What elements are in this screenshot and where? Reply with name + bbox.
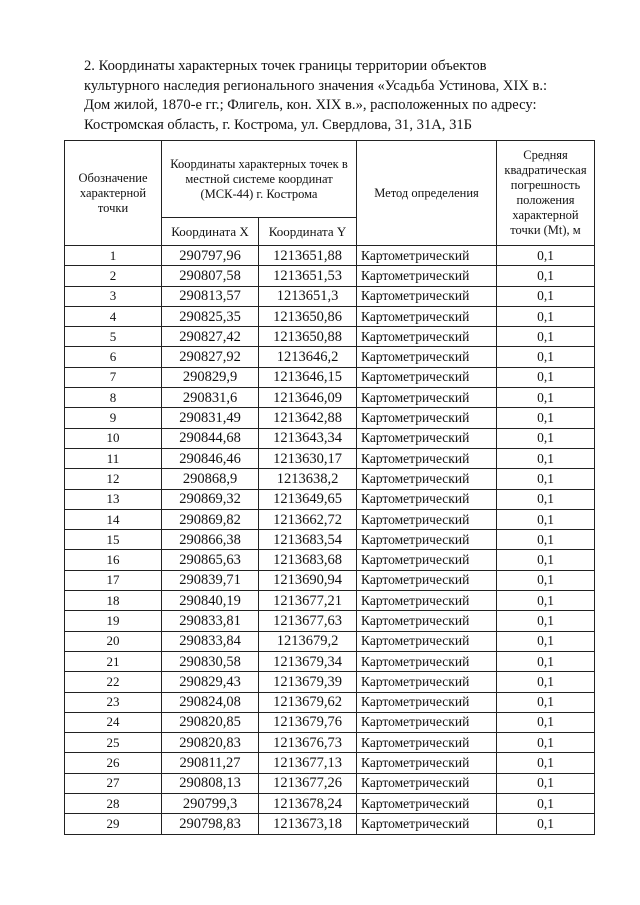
method-cell: Картометрический (357, 591, 497, 611)
header-y: Координата Y (259, 218, 357, 246)
table-body (65, 246, 595, 835)
error-cell: 0,1 (497, 550, 595, 570)
table-row (65, 408, 595, 428)
table-row (65, 814, 595, 834)
coord-x-cell: 290846,46 (162, 448, 259, 468)
coord-y-cell: 1213677,13 (259, 753, 357, 773)
coord-x-cell: 290807,58 (162, 266, 259, 286)
coord-y-cell: 1213646,09 (259, 388, 357, 408)
method-cell: Картометрический (357, 794, 497, 814)
header-error: Средняя квадратическая погрешность положения характерной точки (Mt), м (497, 141, 595, 246)
method-cell: Картометрический (357, 286, 497, 306)
coord-x-cell: 290869,82 (162, 509, 259, 529)
table-row (65, 367, 595, 387)
error-cell: 0,1 (497, 794, 595, 814)
header-point: Обозначение характерной точки (65, 141, 162, 246)
coord-y-cell: 1213673,18 (259, 814, 357, 834)
error-cell: 0,1 (497, 266, 595, 286)
table-row (65, 266, 595, 286)
method-cell: Картометрический (357, 489, 497, 509)
error-cell: 0,1 (497, 408, 595, 428)
coord-x-cell: 290839,71 (162, 570, 259, 590)
point-number-cell: 22 (65, 672, 162, 692)
method-cell: Картометрический (357, 448, 497, 468)
point-number-cell: 4 (65, 306, 162, 326)
point-number-cell: 25 (65, 733, 162, 753)
coord-y-cell: 1213646,15 (259, 367, 357, 387)
method-cell: Картометрический (357, 266, 497, 286)
coord-y-cell: 1213679,34 (259, 651, 357, 671)
table-row (65, 469, 595, 489)
point-number-cell: 24 (65, 712, 162, 732)
error-cell: 0,1 (497, 672, 595, 692)
point-number-cell: 27 (65, 773, 162, 793)
method-cell: Картометрический (357, 814, 497, 834)
table-row (65, 550, 595, 570)
error-cell: 0,1 (497, 570, 595, 590)
table-row (65, 347, 595, 367)
point-number-cell: 19 (65, 611, 162, 631)
point-number-cell: 20 (65, 631, 162, 651)
table-row (65, 306, 595, 326)
point-number-cell: 28 (65, 794, 162, 814)
coord-y-cell: 1213683,68 (259, 550, 357, 570)
section-heading (84, 57, 586, 135)
method-cell: Картометрический (357, 611, 497, 631)
point-number-cell: 16 (65, 550, 162, 570)
heading-line-4: Костромская область, г. Кострома, ул. Свердлова, 31, 31А, 31Б (84, 116, 473, 133)
point-number-cell: 18 (65, 591, 162, 611)
method-cell: Картометрический (357, 327, 497, 347)
table-row (65, 591, 595, 611)
error-cell: 0,1 (497, 306, 595, 326)
table-row (65, 692, 595, 712)
point-number-cell: 12 (65, 469, 162, 489)
point-number-cell: 9 (65, 408, 162, 428)
table-row (65, 448, 595, 468)
coord-x-cell: 290868,9 (162, 469, 259, 489)
error-cell: 0,1 (497, 469, 595, 489)
point-number-cell: 26 (65, 753, 162, 773)
error-cell: 0,1 (497, 286, 595, 306)
point-number-cell: 13 (65, 489, 162, 509)
header-method: Метод определения (357, 141, 497, 246)
point-number-cell: 29 (65, 814, 162, 834)
coord-y-cell: 1213646,2 (259, 347, 357, 367)
point-number-cell: 21 (65, 651, 162, 671)
point-number-cell: 15 (65, 530, 162, 550)
coord-x-cell: 290820,83 (162, 733, 259, 753)
coord-x-cell: 290798,83 (162, 814, 259, 834)
method-cell: Картометрический (357, 631, 497, 651)
table-row (65, 327, 595, 347)
coord-x-cell: 290813,57 (162, 286, 259, 306)
coord-y-cell: 1213690,94 (259, 570, 357, 590)
point-number-cell: 1 (65, 246, 162, 266)
table-row (65, 631, 595, 651)
coord-y-cell: 1213677,26 (259, 773, 357, 793)
method-cell: Картометрический (357, 570, 497, 590)
point-number-cell: 2 (65, 266, 162, 286)
method-cell: Картометрический (357, 388, 497, 408)
coord-x-cell: 290799,3 (162, 794, 259, 814)
point-number-cell: 23 (65, 692, 162, 712)
coord-y-cell: 1213679,62 (259, 692, 357, 712)
coord-y-cell: 1213638,2 (259, 469, 357, 489)
heading-line-2: культурного наследия регионального значения «Усадьба Устинова, XIX в.: (84, 77, 548, 94)
table-row (65, 773, 595, 793)
method-cell: Картометрический (357, 692, 497, 712)
coord-y-cell: 1213683,54 (259, 530, 357, 550)
table-row (65, 672, 595, 692)
point-number-cell: 7 (65, 367, 162, 387)
coord-x-cell: 290797,96 (162, 246, 259, 266)
method-cell: Картометрический (357, 367, 497, 387)
header-x: Координата X (162, 218, 259, 246)
coord-x-cell: 290840,19 (162, 591, 259, 611)
coord-x-cell: 290833,81 (162, 611, 259, 631)
point-number-cell: 14 (65, 509, 162, 529)
point-number-cell: 5 (65, 327, 162, 347)
point-number-cell: 11 (65, 448, 162, 468)
coord-y-cell: 1213630,17 (259, 448, 357, 468)
error-cell: 0,1 (497, 712, 595, 732)
coord-x-cell: 290865,63 (162, 550, 259, 570)
method-cell: Картометрический (357, 306, 497, 326)
error-cell: 0,1 (497, 631, 595, 651)
coord-x-cell: 290831,6 (162, 388, 259, 408)
error-cell: 0,1 (497, 651, 595, 671)
coord-x-cell: 290820,85 (162, 712, 259, 732)
coord-y-cell: 1213679,76 (259, 712, 357, 732)
error-cell: 0,1 (497, 428, 595, 448)
method-cell: Картометрический (357, 509, 497, 529)
method-cell: Картометрический (357, 733, 497, 753)
coord-y-cell: 1213650,86 (259, 306, 357, 326)
error-cell: 0,1 (497, 530, 595, 550)
coordinates-table (64, 140, 595, 835)
coord-x-cell: 290869,32 (162, 489, 259, 509)
method-cell: Картометрический (357, 428, 497, 448)
coord-x-cell: 290811,27 (162, 753, 259, 773)
coord-x-cell: 290830,58 (162, 651, 259, 671)
table-row (65, 428, 595, 448)
coord-x-cell: 290831,49 (162, 408, 259, 428)
error-cell: 0,1 (497, 509, 595, 529)
coord-y-cell: 1213662,72 (259, 509, 357, 529)
method-cell: Картометрический (357, 550, 497, 570)
coord-x-cell: 290827,92 (162, 347, 259, 367)
coord-x-cell: 290824,08 (162, 692, 259, 712)
coord-x-cell: 290829,9 (162, 367, 259, 387)
coord-x-cell: 290866,38 (162, 530, 259, 550)
method-cell: Картометрический (357, 651, 497, 671)
table-row (65, 794, 595, 814)
method-cell: Картометрический (357, 753, 497, 773)
error-cell: 0,1 (497, 347, 595, 367)
coord-y-cell: 1213678,24 (259, 794, 357, 814)
table-row (65, 570, 595, 590)
error-cell: 0,1 (497, 448, 595, 468)
coord-y-cell: 1213677,21 (259, 591, 357, 611)
coord-y-cell: 1213650,88 (259, 327, 357, 347)
table-row (65, 611, 595, 631)
table-row (65, 712, 595, 732)
table-row (65, 388, 595, 408)
coord-y-cell: 1213642,88 (259, 408, 357, 428)
coord-x-cell: 290825,35 (162, 306, 259, 326)
heading-line-1: 2. Координаты характерных точек границы территории объектов (84, 58, 487, 74)
coord-x-cell: 290827,42 (162, 327, 259, 347)
coord-y-cell: 1213679,2 (259, 631, 357, 651)
error-cell: 0,1 (497, 388, 595, 408)
header-coordinates: Координаты характерных точек в местной системе координат (МСК-44) г. Кострома (162, 141, 357, 218)
method-cell: Картометрический (357, 530, 497, 550)
method-cell: Картометрический (357, 773, 497, 793)
error-cell: 0,1 (497, 753, 595, 773)
error-cell: 0,1 (497, 327, 595, 347)
coord-y-cell: 1213649,65 (259, 489, 357, 509)
table-row (65, 489, 595, 509)
method-cell: Картометрический (357, 347, 497, 367)
point-number-cell: 17 (65, 570, 162, 590)
coord-y-cell: 1213679,39 (259, 672, 357, 692)
error-cell: 0,1 (497, 692, 595, 712)
coord-y-cell: 1213651,88 (259, 246, 357, 266)
coord-x-cell: 290808,13 (162, 773, 259, 793)
point-number-cell: 3 (65, 286, 162, 306)
table-row (65, 753, 595, 773)
coord-y-cell: 1213651,3 (259, 286, 357, 306)
table-row (65, 530, 595, 550)
coord-x-cell: 290844,68 (162, 428, 259, 448)
method-cell: Картометрический (357, 246, 497, 266)
table-row (65, 733, 595, 753)
table-row (65, 246, 595, 266)
coord-y-cell: 1213677,63 (259, 611, 357, 631)
point-number-cell: 8 (65, 388, 162, 408)
coord-x-cell: 290829,43 (162, 672, 259, 692)
error-cell: 0,1 (497, 611, 595, 631)
point-number-cell: 6 (65, 347, 162, 367)
method-cell: Картометрический (357, 712, 497, 732)
method-cell: Картометрический (357, 469, 497, 489)
error-cell: 0,1 (497, 773, 595, 793)
method-cell: Картометрический (357, 408, 497, 428)
error-cell: 0,1 (497, 246, 595, 266)
table-row (65, 651, 595, 671)
heading-line-3: Дом жилой, 1870-е гг.; Флигель, кон. XIX в.», расположенных по адресу: (84, 97, 537, 113)
coord-x-cell: 290833,84 (162, 631, 259, 651)
table-row (65, 509, 595, 529)
coord-y-cell: 1213643,34 (259, 428, 357, 448)
error-cell: 0,1 (497, 814, 595, 834)
error-cell: 0,1 (497, 367, 595, 387)
coord-y-cell: 1213676,73 (259, 733, 357, 753)
table-row (65, 286, 595, 306)
point-number-cell: 10 (65, 428, 162, 448)
error-cell: 0,1 (497, 489, 595, 509)
error-cell: 0,1 (497, 733, 595, 753)
coord-y-cell: 1213651,53 (259, 266, 357, 286)
error-cell: 0,1 (497, 591, 595, 611)
method-cell: Картометрический (357, 672, 497, 692)
